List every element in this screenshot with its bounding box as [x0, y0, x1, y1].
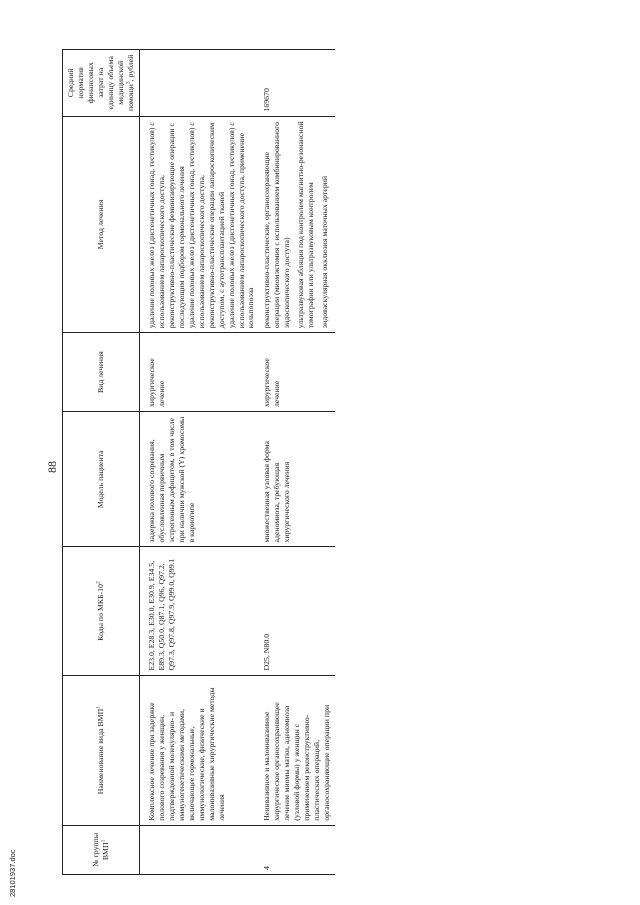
cell-group-number [144, 825, 260, 874]
cell-treatment-method [259, 116, 335, 333]
cell-icd-codes: E23.0, E28.3, E30.0, E30.9, E34.5, E89.3, Q50.0, Q87.1, Q96, Q97.2, Q97.3, Q97.8, Q97.9, Q99.0, Q99.1 [144, 547, 260, 675]
col-header-group-number: № группы ВМП$^1$ [63, 825, 140, 874]
table-header-row [63, 50, 140, 875]
cell-patient-model: задержка полового созревания, обусловленная первичным эстрогенным дефицитом, в том числе при наличии мужской (Y) хромосомы в кариотипе [144, 412, 260, 547]
cell-icd-codes: D25, N80.0 [259, 547, 335, 675]
cell-vmp-name: Неинвазивное и малоинвазивное хирургическое органосохраняющее лечение миомы матки, аденомиоза (узловой формы) у женщин с применением реконструктивно-пластических операций, органосохраняющие операции при [259, 675, 335, 825]
table-row [144, 50, 260, 875]
col-header-treatment-type: Вид лечения [63, 333, 140, 412]
col-header-icd-codes: Коды по МКБ-$10^2$ [63, 547, 140, 675]
page-number: 88 [45, 461, 59, 473]
method-item: удаление половых желез (дисгенетичных гонад, тестикулов) с использованием лапароскопического доступа, применение кольпопоэза [226, 122, 256, 329]
col-header-patient-model: Модель пациента [63, 412, 140, 547]
footer-filename: 28101937.doc [8, 849, 17, 897]
table-row [259, 50, 335, 875]
cell-vmp-name: Комплексное лечение при задержке полового созревания у женщин, подтвержденной молекулярно- и иммуногенетическими методами, включающее гормональные, иммунологические, физические и малоинвазивные хирургические методы лечения [144, 675, 260, 825]
cell-patient-model: множественная узловая форма аденомиоза, требующая хирургического лечения [259, 412, 335, 547]
cell-treatment-method [144, 116, 260, 333]
cell-treatment-type: хирургическое лечение [259, 333, 335, 412]
method-item: эндоваскулярная окклюзия маточных артерий [320, 175, 330, 329]
cell-average-cost: 169670 [259, 50, 335, 117]
method-item: удаление половых желез (дисгенетичных гонад, тестикулов) с использованием лапароскопического доступа, реконструктивно-пластические операции лапароскопическим доступом, с аутотрансплантацией тканей [186, 122, 226, 329]
cell-group-number: 4 [259, 825, 335, 874]
col-header-vmp-name: Наименование вида ВМП$^1$ [63, 675, 140, 825]
cell-treatment-type: хирургическое лечение [144, 333, 260, 412]
col-header-treatment-method: Метод лечения [63, 116, 140, 333]
method-item: реконструктивно-пластические, органосохраняющие операции (миомэктомия с использованием комбинированного эндоскопического доступа) [262, 122, 292, 329]
cell-average-cost [144, 50, 260, 117]
col-header-average-cost: Средний норматив финансовых затрат на единицу объема медицинской помощи$^3$, рублей [63, 50, 140, 117]
method-item: удаление половых желез (дисгенетичных гонад, тестикулов) с использованием лапароскопического доступа, реконструктивно-пластические феминизирующие операции с последующим подбором гормонального лечения [146, 122, 186, 329]
method-item: ультразвуковая абляция под контролем магнитно-резонансной томографии или ультразвуковым контролем [296, 121, 316, 329]
vmp-table [62, 49, 335, 875]
